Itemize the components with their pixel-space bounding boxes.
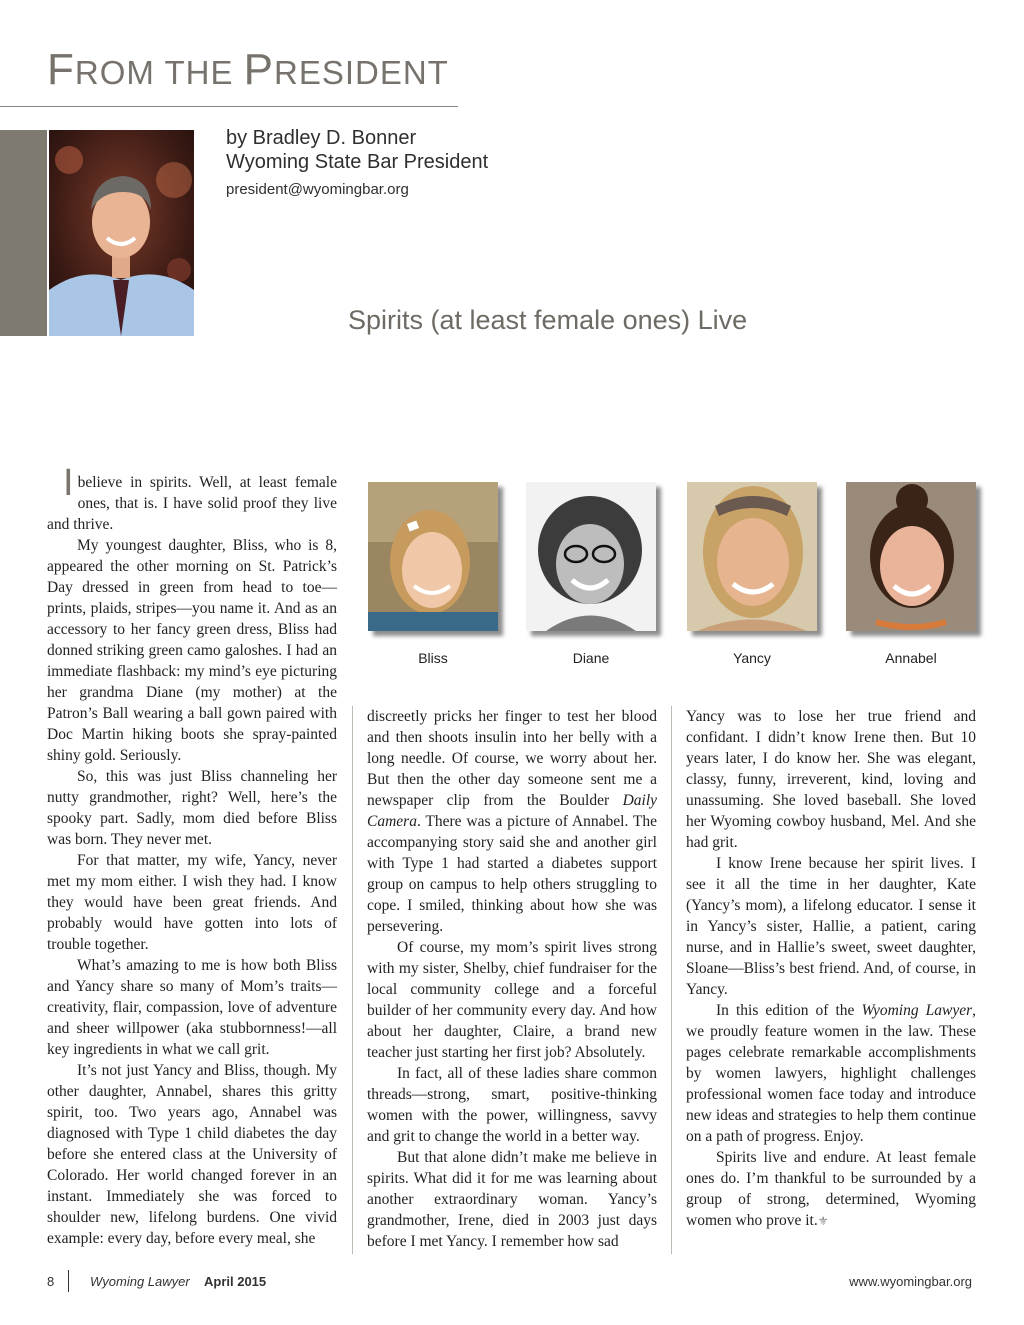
article-column-1 [47, 462, 337, 1249]
portrait-annabel [846, 482, 976, 631]
paragraph: It’s not just Yancy and Bliss, though. My other daughter, Annabel, shares this gritty spirit, too. Two years ago, Annabel was diagnosed with Type 1 child diabetes the day before she entered class at the University of Colorado. Her world changed forever in an instant. Immediately she was forced to shoulder new, lifelong burdens. One vivid example: every day, before every meal, she [47, 1062, 337, 1247]
portrait-yancy [687, 482, 817, 631]
paragraph: Yancy was to lose her true friend and confidant. I didn’t know Irene then. But 10 years later, I do know her. She was elegant, classy, funny, irreverent, kind, loving and unassuming. She loved baseball. She loved her Wyoming cowboy husband, Mel. And she had grit. [686, 708, 976, 851]
paragraph: But that alone didn’t make me believe in spirits. What did it for me was learning about another extraordinary woman. Yancy’s grandmother, Irene, died in 2003 just days before I met Yancy. I remember how sad [367, 1149, 657, 1250]
paragraph: For that matter, my wife, Yancy, never met my mom either. I wish they had. I know they would have been great friends. And probably would have gotten into lots of trouble together. [47, 852, 337, 953]
paragraph: Ibelieve in spirits. Well, at least female ones, that is. I have solid proof they live and thrive. [47, 462, 337, 533]
website-link[interactable]: www.wyomingbar.org [849, 1274, 972, 1289]
paragraph: Of course, my mom’s spirit lives strong with my sister, Shelby, chief fundraiser for the local community college and a forceful builder of her community every day. And how about her daughter, Claire, a brand new teacher just starting her first job? Absolutely. [367, 939, 657, 1061]
column-divider [352, 706, 353, 1254]
footer-divider [68, 1270, 69, 1292]
paragraph: So, this was just Bliss channeling her nutty grandmother, right? Well, here’s the spooky part. Sadly, mom died before Bliss was born. They never met. [47, 768, 337, 848]
portrait-bliss [368, 482, 498, 631]
paragraph: Spirits live and endure. At least female ones do. I’m thankful to be surrounded by a group of strong, determined, Wyoming women who prove it.⚜ [686, 1149, 976, 1229]
section-title: FROM THE PRESIDENT [47, 45, 449, 94]
end-of-article-icon: ⚜ [817, 1214, 829, 1228]
issue-date: April 2015 [204, 1274, 267, 1289]
byline [226, 126, 488, 200]
paragraph: In fact, all of these ladies share common threads—strong, smart, positive-thinking women with the power, willingness, savvy and grit to change the world in a better way. [367, 1065, 657, 1145]
author-name: by Bradley D. Bonner [226, 127, 417, 149]
caption-diane: Diane [572, 650, 610, 666]
accent-bar [0, 130, 47, 336]
article-column-2 [367, 706, 657, 1252]
title-divider [0, 106, 458, 107]
drop-cap: I [63, 462, 74, 504]
page-number: 8 [47, 1274, 55, 1289]
paragraph: My youngest daughter, Bliss, who is 8, appeared the other morning on St. Patrick’s Day dressed in green from head to toe—prints, plaids, stripes—you name it. And as an accessory to her fancy green dress, Bliss had donned striking green camo galoshes. I had an immediate flashback: my mind’s eye picturing her grandma Diane (my mother) at the Patron’s Ball wearing a ball gown paired with Doc Martin hiking boots she spray-painted shiny gold. Seriously. [47, 537, 337, 764]
paragraph: What’s amazing to me is how both Bliss and Yancy share so many of Mom’s traits—creativity, flair, compassion, love of adventure and sheer willpower (aka stubbornness!—all key ingredients in what we call grit. [47, 957, 337, 1058]
author-role: Wyoming State Bar President [226, 151, 489, 173]
page-footer [0, 1268, 1024, 1298]
article-column-3 [686, 706, 976, 1232]
caption-annabel: Annabel [885, 650, 937, 666]
paragraph: discreetly pricks her finger to test her blood and then shoots insulin into her belly with a long needle. Of course, we worry about her. But then the other day someone sent me a newspaper clip from the Boulder Daily Camera. There was a picture of Annabel. The accompanying story said she and another girl with Type 1 had started a diabetes support group on campus to help others struggling to cope. I smiled, thinking about how she was persevering. [367, 708, 657, 935]
paragraph: In this edition of the Wyoming Lawyer, we proudly feature women in the law. These pages celebrate remarkable accomplishments by women lawyers, highlight challenges professional women face today and introduce new ideas and strategies to help them continue on a path of progress. Enjoy. [686, 1002, 976, 1145]
author-email-link[interactable]: president@wyomingbar.org [226, 181, 409, 198]
publication-name: Wyoming Lawyer [90, 1274, 190, 1289]
author-photo [49, 130, 194, 336]
caption-bliss: Bliss [418, 650, 448, 666]
column-divider [671, 706, 672, 1254]
portrait-diane [526, 482, 656, 631]
caption-yancy: Yancy [733, 650, 771, 666]
article-title: Spirits (at least female ones) Live [348, 305, 748, 335]
paragraph: I know Irene because her spirit lives. I see it all the time in her daughter, Kate (Yancy’s mom), a lifelong educator. I sense it in Yancy’s sister, Hallie, a patient, caring nurse, and in Hallie’s sweet, sweet daughter, Sloane—Bliss’s best friend. And, of course, in Yancy. [686, 855, 976, 998]
